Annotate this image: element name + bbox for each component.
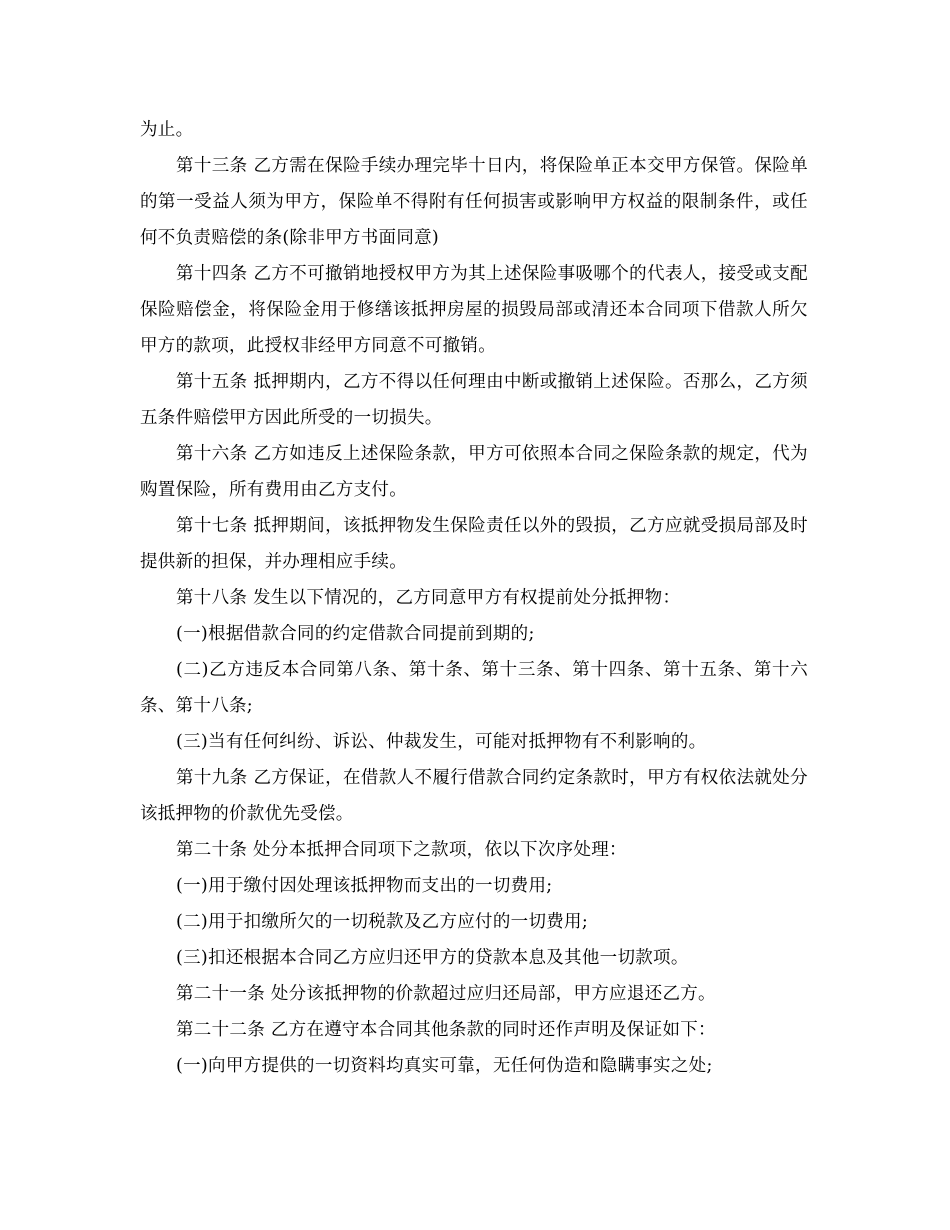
clause-13-paragraph: 第十三条 乙方需在保险手续办理完毕十日内，将保险单正本交甲方保管。保险单的第一受益人须为甲方，保险单不得附有任何损害或影响甲方权益的限制条件，或任何不负责赔偿的条(除非甲方书面同意) (140, 156, 808, 248)
clause-19-paragraph: 第十九条 乙方保证，在借款人不履行借款合同约定条款时，甲方有权依法就处分该抵押物的价款优先受偿。 (140, 768, 808, 824)
clause-21-paragraph: 第二十一条 处分该抵押物的价款超过应归还局部，甲方应退还乙方。 (176, 984, 716, 1004)
clause-20-item-3: (三)扣还根据本合同乙方应归还甲方的贷款本息及其他一切款项。 (176, 948, 689, 968)
clause-18-item-1: (一)根据借款合同的约定借款合同提前到期的; (176, 624, 535, 644)
clause-17-paragraph: 第十七条 抵押期间，该抵押物发生保险责任以外的毁损，乙方应就受损局部及时提供新的担保，并办理相应手续。 (140, 516, 808, 572)
clause-22-item-1: (一)向甲方提供的一切资料均真实可靠，无任何伪造和隐瞒事实之处; (176, 1056, 713, 1076)
clause-16-paragraph: 第十六条 乙方如违反上述保险条款，甲方可依照本合同之保险条款的规定，代为购置保险，所有费用由乙方支付。 (140, 444, 808, 500)
clause-18-paragraph: 第十八条 发生以下情况的，乙方同意甲方有权提前处分抵押物： (176, 588, 681, 608)
clause-18-item-2: (二)乙方违反本合同第八条、第十条、第十三条、第十四条、第十五条、第十六条、第十八条; (140, 660, 808, 716)
clause-18-item-3: (三)当有任何纠纷、诉讼、仲裁发生，可能对抵押物有不利影响的。 (176, 732, 707, 752)
clause-20-paragraph: 第二十条 处分本抵押合同项下之款项，依以下次序处理： (176, 840, 627, 860)
clause-14-paragraph: 第十四条 乙方不可撤销地授权甲方为其上述保险事吸哪个的代表人，接受或支配保险赔偿金，将保险金用于修缮该抵押房屋的损毁局部或清还本合同项下借款人所欠甲方的款项，此授权非经甲方同意不可撤销。 (140, 264, 808, 356)
document-body (140, 112, 808, 1084)
clause-22-paragraph: 第二十二条 乙方在遵守本合同其他条款的同时还作声明及保证如下： (176, 1020, 716, 1040)
clause-20-item-1: (一)用于缴付因处理该抵押物而支出的一切费用; (176, 876, 553, 896)
paragraph: 为止。 (140, 120, 194, 140)
clause-20-item-2: (二)用于扣缴所欠的一切税款及乙方应付的一切费用; (176, 912, 589, 932)
clause-15-paragraph: 第十五条 抵押期内，乙方不得以任何理由中断或撤销上述保险。否那么，乙方须五条件赔偿甲方因此所受的一切损失。 (140, 372, 808, 428)
